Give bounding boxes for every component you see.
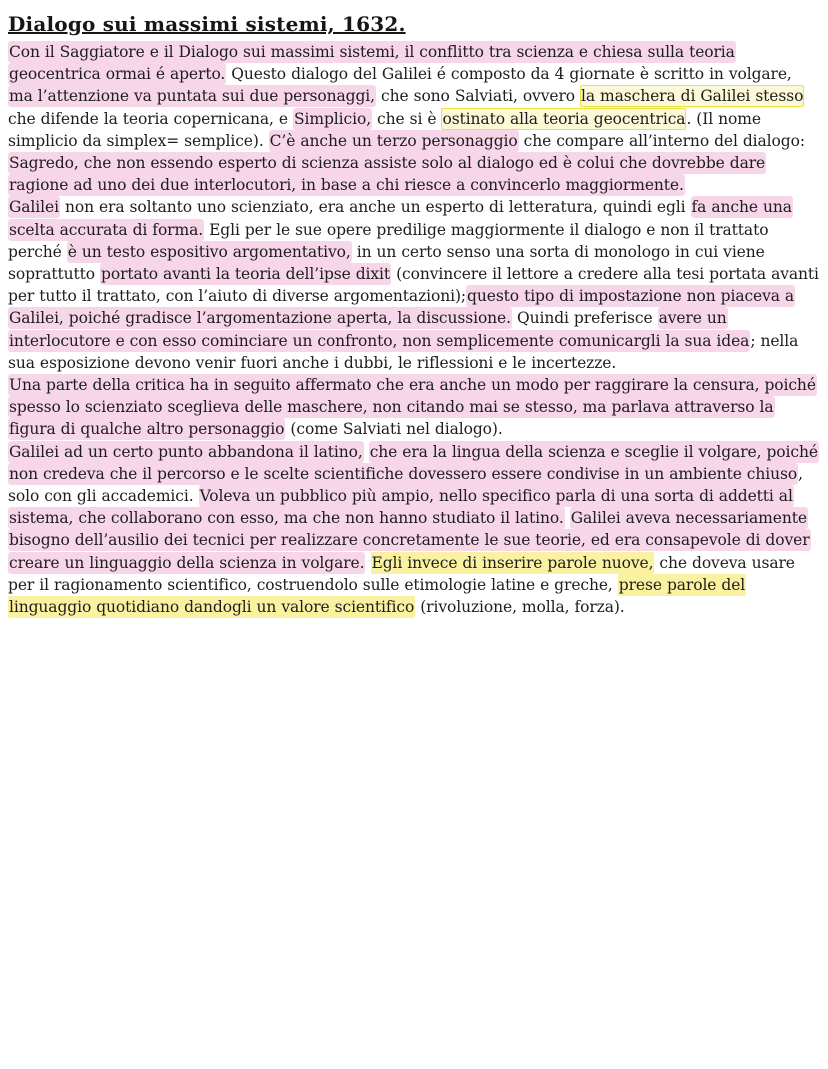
pink-highlight-run: Con il Saggiatore e il Dialogo sui massimi sistemi, il conflitto tra scienza e chiesa sulla teoria geocentrica ormai é aperto. [9, 43, 735, 84]
pink-highlight-run: portato avanti la teoria dell’ipse dixit [101, 265, 391, 284]
pink-highlight-run: avere un interlocutore e con esso cominciare un confronto, non semplicemente comunicargli la sua idea [9, 309, 750, 350]
text-run: Questo dialogo del Galilei é composto da 4 giornate è scritto in volgare, [226, 65, 792, 84]
text-run [364, 443, 369, 461]
pink-highlight-run: Galilei ad un certo punto abbandona il latino, [9, 442, 363, 461]
pink-highlight-run: Simplicio, [294, 109, 372, 128]
text-run: (come Salviati nel dialogo). [285, 420, 503, 439]
pink-highlight-run: Galilei aveva necessariamente bisogno dell’ausilio dei tecnici per realizzare concretamente le sue teorie, ed era consapevole di dover creare un linguaggio della scienza in volgare. [9, 509, 810, 572]
paragraph [8, 374, 820, 441]
text-run: che doveva usare per il ragionamento scientifico, costruendolo sulle etimologie latine e greche, [8, 553, 795, 594]
yellow-outline-highlight-run: la maschera di Galilei stesso [581, 87, 804, 106]
paragraph [8, 196, 820, 374]
pink-highlight-run: è un testo espositivo argomentativo, [67, 242, 351, 261]
pink-highlight-run: ma l’attenzione va puntata sui due personaggi, [9, 87, 375, 106]
pink-highlight-run: Galilei [9, 198, 59, 217]
pink-highlight-run: Sagredo, che non essendo esperto di scienza assiste solo al dialogo ed è colui che dovrebbe dare ragione ad uno dei due interlocutori, in base a chi riesce a convincerlo maggiormente. [9, 154, 766, 195]
text-run: in un certo senso una sorta di monologo in cui viene soprattutto [8, 242, 765, 284]
text-run: , solo con gli accademici. [8, 464, 803, 506]
document-body [8, 41, 820, 618]
text-run: che difende la teoria copernicana, e [8, 109, 294, 128]
text-run: . (Il nome simplicio da simplex= semplice). [8, 109, 761, 150]
pink-highlight-run: Una parte della critica ha in seguito affermato che era anche un modo per raggirare la censura, poiché spesso lo scienziato sceglieva delle maschere, non citando mai se stesso, ma parlava attraverso la figura di qualche altro personaggio [9, 376, 816, 439]
yellow-highlight-run: Egli invece di inserire parole nuove, [371, 553, 654, 572]
text-run: ; nella sua esposizione devono venir fuori anche i dubbi, le riflessioni e le incertezze. [8, 331, 799, 372]
text-run: (rivoluzione, molla, forza). [415, 598, 625, 617]
paragraph [8, 441, 820, 619]
pink-highlight-run: questo tipo di impostazione non piaceva a Galilei, poiché gradisce l’argomentazione aperta, la discussione. [9, 287, 795, 328]
paragraph [8, 41, 820, 196]
text-run: che sono Salviati, ovvero [376, 87, 581, 106]
yellow-highlight-run: prese parole del linguaggio quotidiano dandogli un valore scientifico [9, 575, 746, 617]
text-run [365, 554, 370, 572]
text-run: che compare all’interno del dialogo: [518, 131, 805, 150]
yellow-outline-highlight-run: ostinato alla teoria geocentrica [442, 109, 686, 128]
text-run: non era soltanto uno scienziato, era anche un esperto di letteratura, quindi egli [59, 198, 691, 217]
text-run: Quindi preferisce [511, 309, 658, 328]
text-run [565, 509, 570, 527]
pink-highlight-run: fa anche una scelta accurata di forma. [9, 198, 792, 239]
pink-highlight-run: C’è anche un terzo personaggio [269, 131, 518, 150]
text-run: Egli per le sue opere predilige maggiormente il dialogo e non il trattato perché [8, 220, 769, 261]
text-run: che si è [372, 109, 442, 128]
pink-highlight-run: che era la lingua della scienza e sceglie il volgare, poiché non credeva che il percorso e le scelte scientifiche dovessero essere condivise in un ambiente chiuso [9, 442, 818, 483]
text-run: (convincere il lettore a credere alla tesi portata avanti per tutto il trattato, con l’aiuto di diverse argomentazioni); [8, 265, 819, 306]
page-title: Dialogo sui massimi sistemi, 1632. [8, 12, 406, 36]
pink-highlight-run: Voleva un pubblico più ampio, nello specifico parla di una sorta di addetti al sistema, che collaborano con esso, ma che non hanno studiato il latino. [9, 487, 793, 528]
